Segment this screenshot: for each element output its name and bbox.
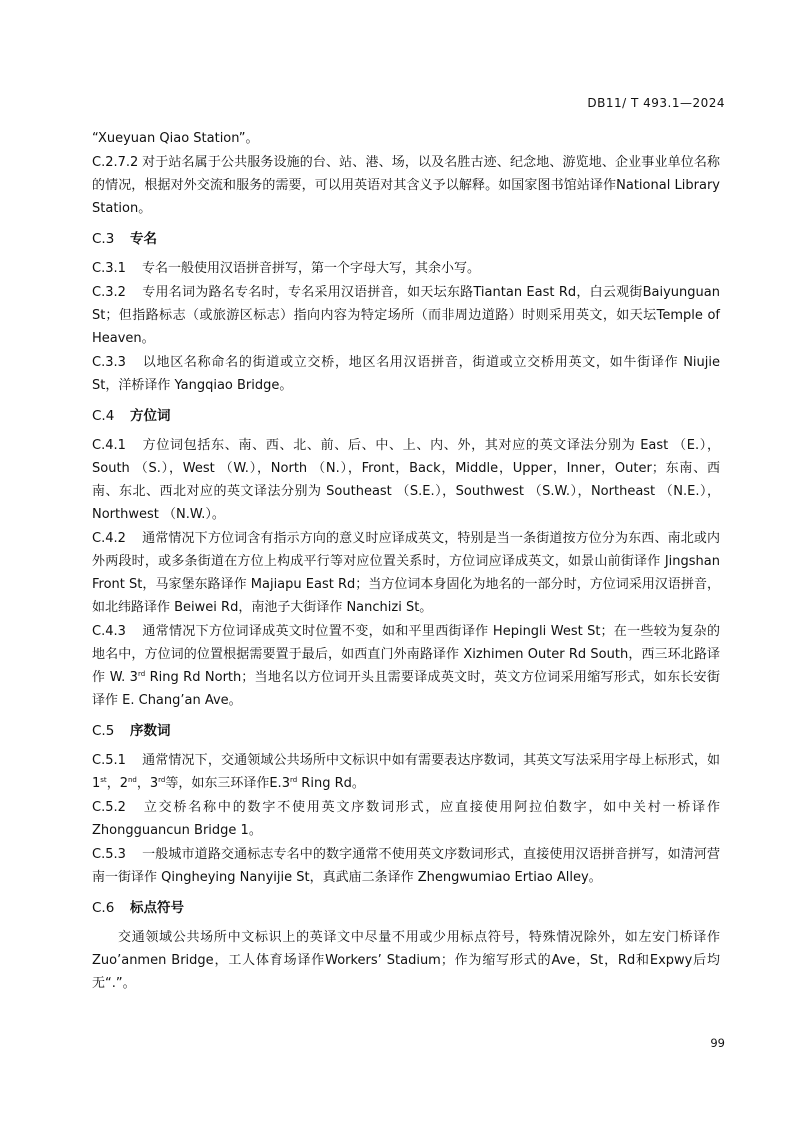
ordinal-superscript: nd [127, 776, 137, 784]
section-heading-c6 [92, 897, 720, 920]
clause-number: C.3.3 [92, 355, 126, 370]
clause-text: 专用名词为路名专名时，专名采用汉语拼音，如天坛东路Tiantan East Rd，白云观街Baiyunguan St；但指路标志（或旅游区标志）指向内容为特定场所（而非周边道路）时则采用英文，如天坛Temple of Heaven。 [92, 285, 720, 346]
clause-text-part: Ring Rd North；当地名以方位词开头且需要译成英文时，英文方位词采用缩写形式，如东长安街译作 E. Chang’an Ave。 [92, 670, 720, 708]
paragraph-punctuation: 交通领域公共场所中文标识上的英译文中尽量不用或少用标点符号，特殊情况除外，如左安门桥译作Zuo’anmen Bridge，工人体育场译作Workers’ Stadium；作为缩写形式的Ave，St，Rd和Expwy后均无“.”。 [92, 930, 720, 991]
ordinal-superscript: rd [289, 776, 298, 784]
clause-c-5-3 [92, 843, 720, 889]
clause-number: C.4.1 [92, 438, 126, 453]
clause-text-part: ，3 [136, 776, 159, 791]
clause-number: C.3.1 [92, 261, 126, 276]
clause-c-4-2 [92, 527, 720, 619]
paragraph-continuation: “Xueyuan Qiao Station”。 [92, 131, 259, 146]
section-heading-c4 [92, 405, 720, 428]
clause-text: 专名一般使用汉语拼音拼写，第一个字母大写，其余小写。 [142, 261, 481, 276]
clause-text: 一般城市道路交通标志专名中的数字通常不使用英文序数词形式，直接使用汉语拼音拼写，如清河营南一街译作 Qingheying Nanyijie St，真武庙二条译作 Zhengwumiao Ertiao Alley。 [92, 847, 720, 885]
section-heading-c3 [92, 228, 720, 251]
clause-number: C.4.2 [92, 531, 126, 546]
clause-text-part: 通常情况下，交通领域公共场所中文标识中如有需要表达序数词，其英文写法采用字母上标形式，如1 [92, 753, 720, 791]
ordinal-superscript: rd [137, 670, 146, 678]
section-number: C.6 [92, 900, 115, 916]
clause-text: 通常情况下方位词含有指示方向的意义时应译成英文，特别是当一条街道按方位分为东西、南北或内外两段时，或多条街道在方位上构成平行等对应位置关系时，方位词应译成英文，如景山前街译作 Jingshan Front St，马家堡东路译作 Majiapu East Rd；当方位词本身固化为地名的一部分时，方位词采用汉语拼音，如北纬路译作 Beiwei Rd，南池子大街译作 Nanchizi St。 [92, 531, 720, 615]
clause-number: C.3.2 [92, 285, 126, 300]
section-title: 序数词 [130, 723, 171, 739]
ordinal-superscript: st [100, 776, 107, 784]
page-number: 99 [710, 1036, 725, 1050]
section-number: C.3 [92, 231, 115, 247]
clause-text-part: 通常情况下方位词译成英文时位置不变，如和平里西街译作 Hepingli West St；在一些较为复杂的地名中，方位词的位置根据需要置于最后，如西直门外南路译作 Xizhimen Outer Rd South，西三环北路译作 W. 3 [92, 624, 720, 685]
clause-c-4-3 [92, 620, 720, 712]
section-title: 方位词 [130, 408, 171, 424]
clause-c-2-7-2 [92, 151, 720, 220]
clause-text: 对于站名属于公共服务设施的台、站、港、场，以及名胜古迹、纪念地、游览地、企业事业单位名称的情况，根据对外交流和服务的需要，可以用英语对其含义予以解释。如国家图书馆站译作National Library Station。 [92, 155, 720, 216]
clause-number: C.5.1 [92, 753, 126, 768]
clause-text-part: 等，如东三环译作E.3 [165, 776, 290, 791]
clause-text: 方位词包括东、南、西、北、前、后、中、上、内、外，其对应的英文译法分别为 East （E.），South （S.），West （W.），North （N.），Front，Back，Middle，Upper，Inner，Outer；东南、西南、东北、西北对应的英文译法分别为 Southeast （S.E.），Southwest （S.W.），Northeast （N.E.），Northwest （N.W.）。 [92, 438, 720, 522]
clause-c-3-3 [92, 351, 720, 397]
section-title: 专名 [130, 231, 157, 247]
clause-text-part: ，2 [106, 776, 128, 791]
clause-c-3-1 [92, 257, 720, 280]
standard-number-header: DB11/ T 493.1—2024 [587, 96, 725, 110]
section-number: C.5 [92, 723, 115, 739]
clause-number: C.4.3 [92, 624, 126, 639]
section-heading-c5 [92, 720, 720, 743]
clause-c-5-2 [92, 796, 720, 842]
clause-c-5-1 [92, 749, 720, 795]
document-body [92, 127, 720, 996]
section-title: 标点符号 [130, 900, 184, 916]
clause-c-3-2 [92, 281, 720, 350]
clause-number: C.5.3 [92, 847, 126, 862]
clause-number: C.5.2 [92, 800, 126, 815]
clause-text: 以地区名称命名的街道或立交桥，地区名用汉语拼音，街道或立交桥用英文，如牛街译作 Niujie St，洋桥译作 Yangqiao Bridge。 [92, 355, 720, 393]
ordinal-superscript: rd [158, 776, 166, 784]
clause-c-4-1 [92, 434, 720, 526]
section-number: C.4 [92, 408, 115, 424]
clause-number: C.2.7.2 [92, 155, 139, 170]
clause-text: 立交桥名称中的数字不使用英文序数词形式，应直接使用阿拉伯数字，如中关村一桥译作Zhongguancun Bridge 1。 [92, 800, 720, 838]
clause-text-part: Ring Rd。 [297, 776, 365, 791]
